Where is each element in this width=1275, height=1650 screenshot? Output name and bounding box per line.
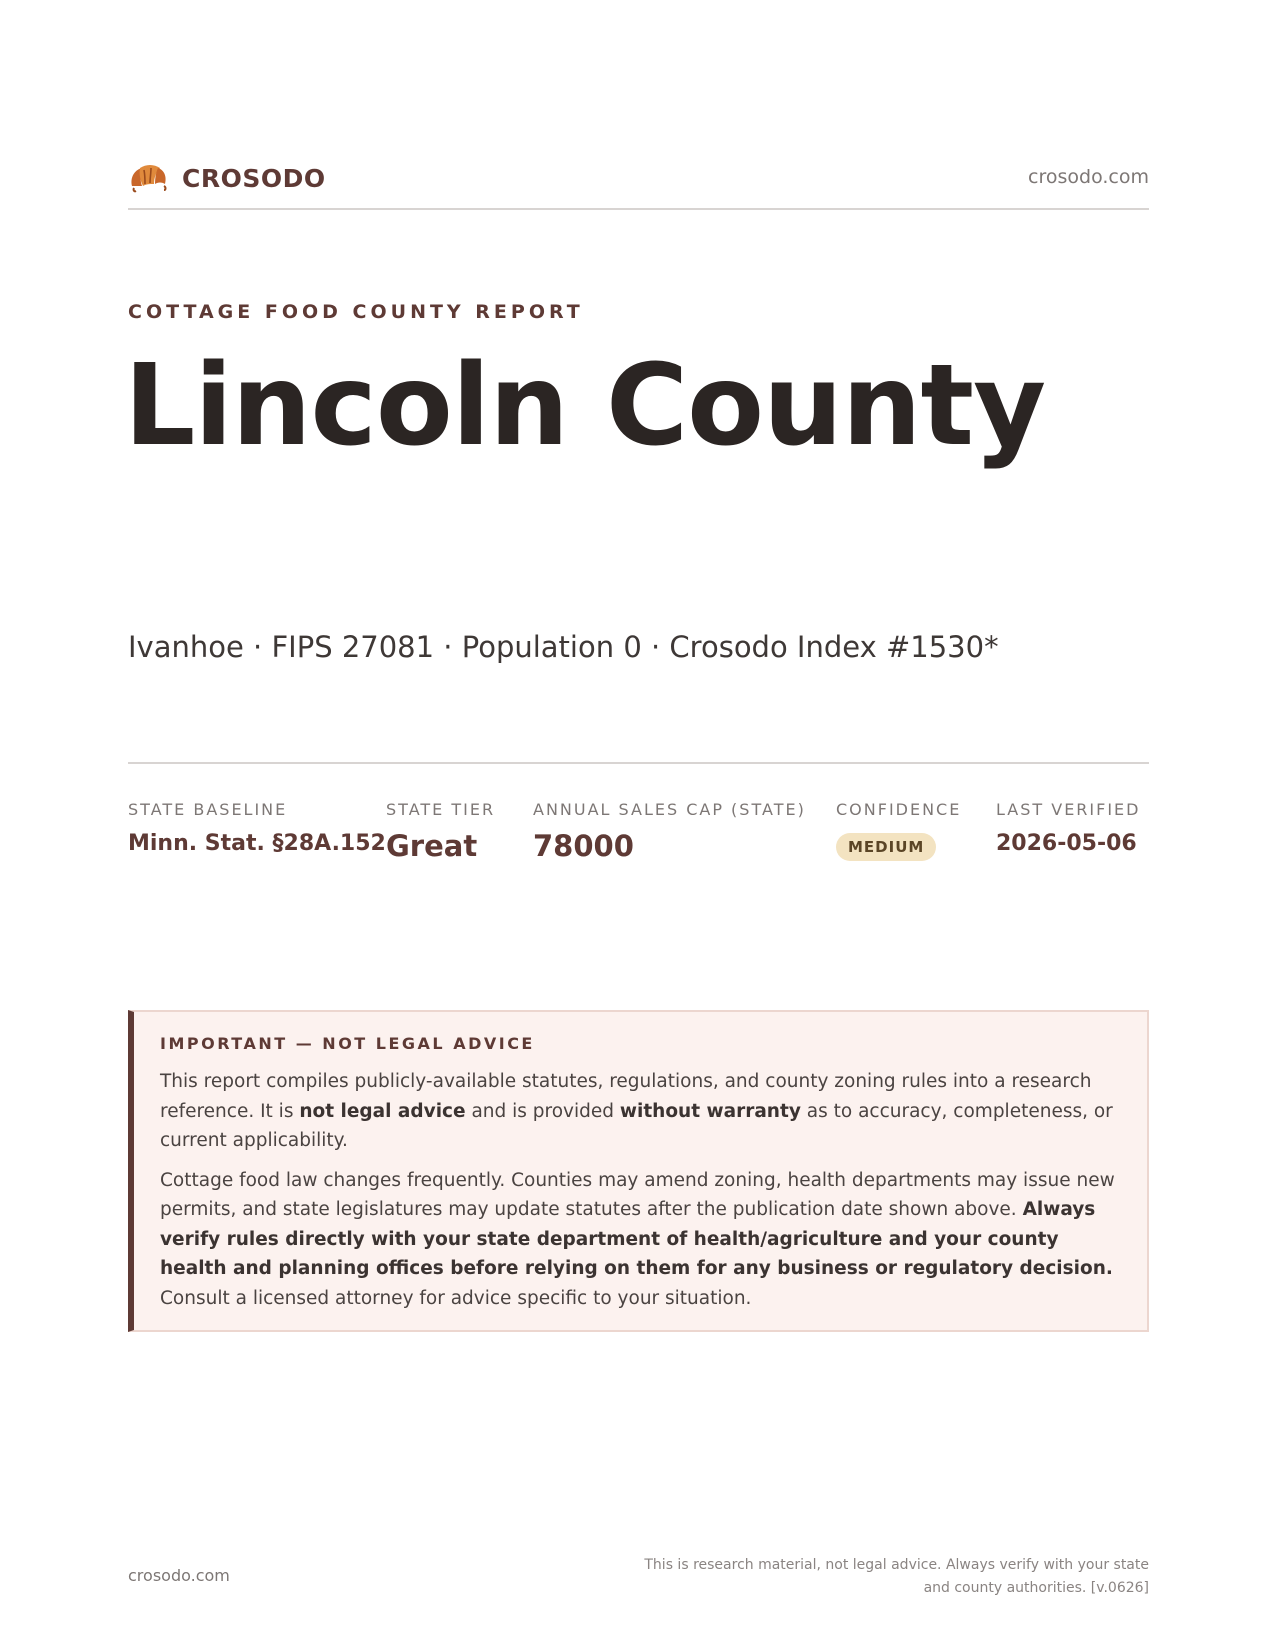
meta-divider (128, 762, 1149, 764)
legal-notice (128, 1010, 1149, 1332)
notice-emphasis: not legal advice (299, 1100, 466, 1122)
notice-heading: IMPORTANT — NOT LEGAL ADVICE (160, 1034, 535, 1053)
notice-paragraph (160, 1166, 1121, 1314)
meta-label: ANNUAL SALES CAP (STATE) (533, 800, 806, 819)
meta-label: LAST VERIFIED (996, 800, 1141, 819)
meta-label: STATE TIER (386, 800, 496, 819)
notice-paragraph (160, 1067, 1121, 1156)
status-badge: MEDIUM (836, 833, 936, 861)
page-title: Lincoln County (124, 341, 1046, 471)
meta-value: Great (386, 829, 478, 863)
meta-last-verified (996, 800, 1140, 856)
croissant-icon (128, 160, 168, 196)
report-eyebrow: COTTAGE FOOD COUNTY REPORT (128, 301, 584, 323)
header-site-link[interactable]: crosodo.com (1028, 166, 1149, 188)
footer-disclaimer (629, 1554, 1149, 1600)
notice-text: Cottage food law changes frequently. Counties may amend zoning, health departments may issue new permits, and state legislatures may update statutes after the publication date shown above. (160, 1169, 1115, 1220)
meta-value: 2026-05-06 (996, 831, 1137, 856)
meta-state-tier (386, 800, 495, 863)
notice-emphasis: Always verify rules directly with your state department of health/agriculture and your county health and planning offices before relying on them for any business or regulatory decision. (160, 1199, 1113, 1279)
meta-confidence (836, 800, 961, 861)
meta-state-baseline (128, 800, 386, 856)
notice-text: and is provided (465, 1100, 620, 1122)
meta-annual-sales-cap (533, 800, 806, 863)
footer-disclaimer-line: and county authorities. [v.0626] (923, 1580, 1149, 1596)
meta-label: CONFIDENCE (836, 800, 962, 819)
notice-text: as to accuracy, completeness, or current applicability. (160, 1100, 1113, 1151)
page-header (128, 158, 1149, 210)
notice-text: Consult a licensed attorney for advice specific to your situation. (160, 1287, 752, 1309)
brand-name: CROSODO (182, 163, 326, 193)
footer-site-link[interactable]: crosodo.com (128, 1566, 230, 1585)
notice-text: This report compiles publicly-available statutes, regulations, and county zoning rules into a research reference. It is (160, 1071, 1092, 1122)
report-subtitle: Ivanhoe · FIPS 27081 · Population 0 · Crosodo Index #1530* (128, 630, 999, 664)
meta-value: Minn. Stat. §28A.152 (128, 831, 386, 856)
meta-label: STATE BASELINE (128, 800, 288, 819)
footer-disclaimer-line: This is research material, not legal advice. Always verify with your state (644, 1557, 1149, 1573)
notice-emphasis: without warranty (619, 1100, 801, 1122)
meta-value: 78000 (533, 829, 634, 863)
brand[interactable] (128, 160, 326, 196)
